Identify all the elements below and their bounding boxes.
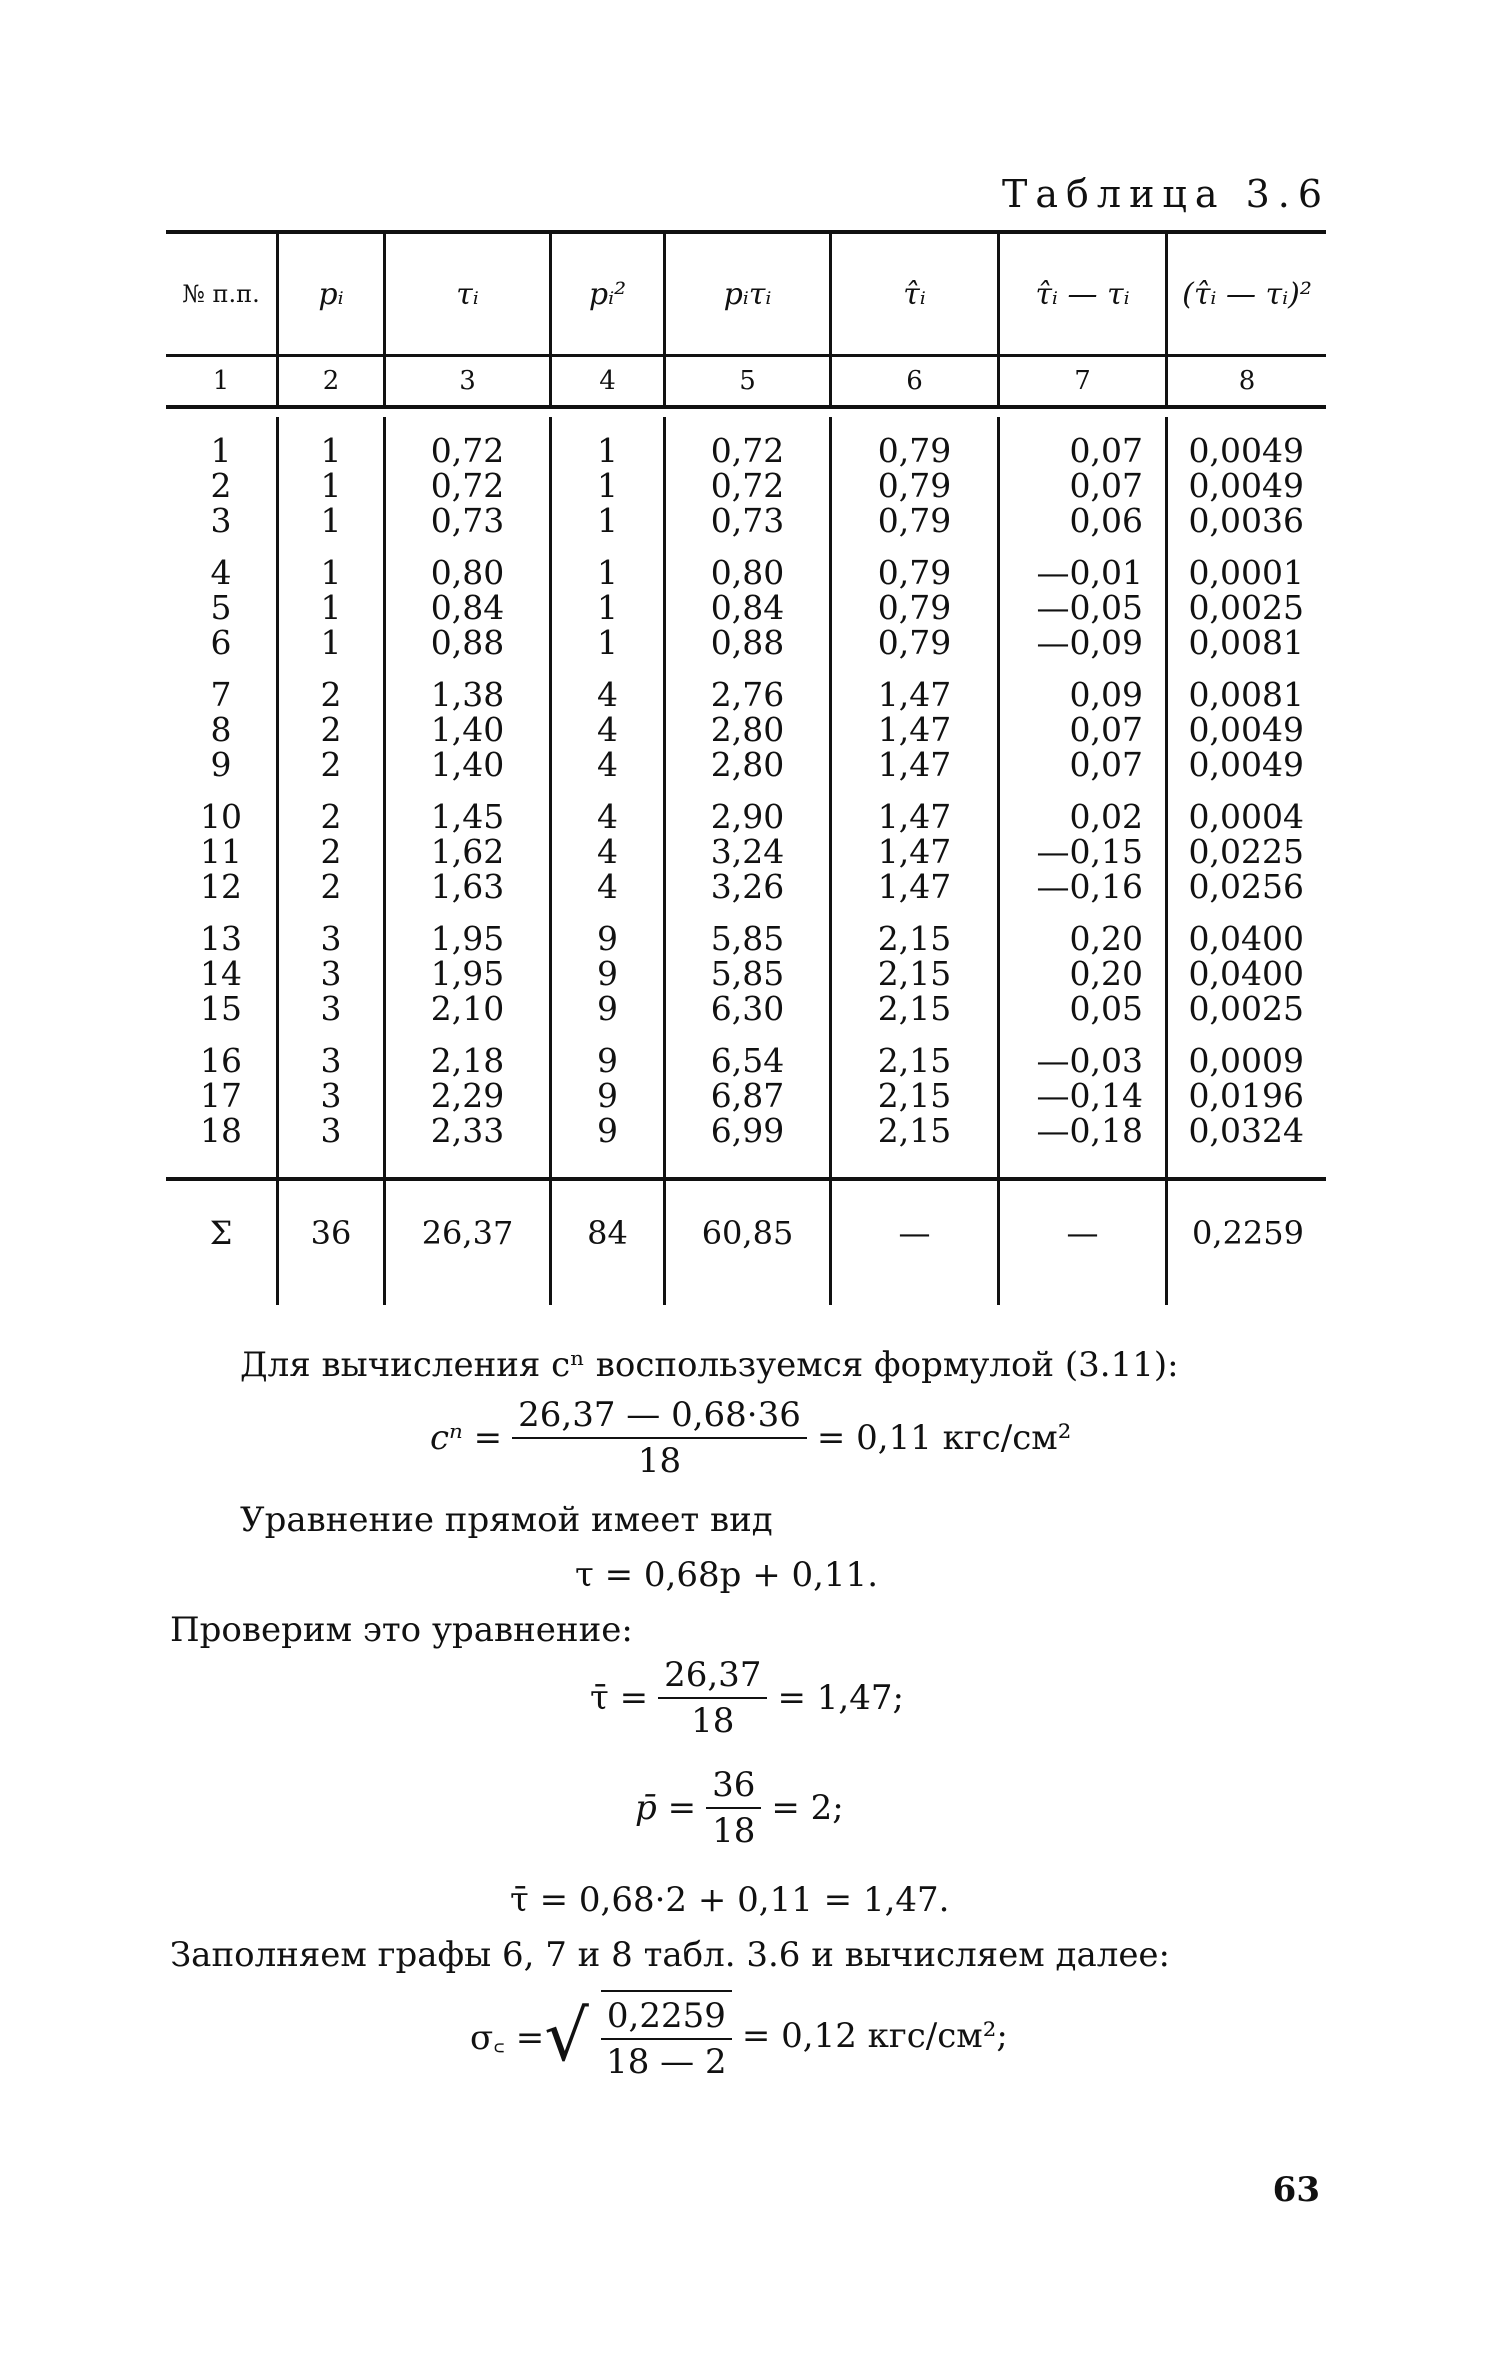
table-cell: 0,0004: [1188, 797, 1304, 836]
table-cell: 2,15: [877, 954, 952, 993]
table-cell: 0,0001: [1188, 553, 1304, 592]
table-cell: 3: [320, 1111, 342, 1150]
table-cell: 6,54: [710, 1041, 785, 1080]
col-number: 3: [383, 357, 549, 405]
table-cell: 1,40: [430, 745, 505, 784]
sum-cell: Σ: [209, 1214, 233, 1252]
table-column-5: [663, 417, 829, 1177]
table-cell: 2: [320, 745, 342, 784]
formula-lhs: cⁿ =: [430, 1418, 503, 1458]
table-cell: 0,72: [430, 466, 505, 505]
formula-lhs: p̄ =: [635, 1788, 697, 1828]
table-cell: 0,20: [1069, 919, 1143, 958]
table-cell: 3: [320, 989, 342, 1028]
table-cell: 0,0081: [1188, 675, 1304, 714]
table-cell: 0,07: [1069, 745, 1143, 784]
table-column-4: [549, 417, 663, 1177]
table-cell: 1,47: [877, 797, 952, 836]
table-cell: 4: [597, 710, 618, 749]
table-cell: 1,47: [877, 710, 952, 749]
col-number: 6: [829, 357, 997, 405]
table-cell: 0,88: [430, 623, 505, 662]
table-cell: 1: [597, 623, 618, 662]
table-cell: 5,85: [710, 954, 785, 993]
numerator: 0,2259: [601, 1996, 732, 2040]
formula-sigma: [470, 1990, 1008, 2082]
table-cell: 0,0324: [1188, 1111, 1304, 1150]
col-number: 5: [663, 357, 829, 405]
table-cell: 14: [200, 954, 242, 993]
table-cell: 1: [320, 553, 342, 592]
table-cell: 4: [210, 553, 232, 592]
header-cell: pᵢ: [276, 234, 383, 354]
header-cell: τ̂ᵢ — τᵢ: [997, 234, 1165, 354]
column-values: [878, 433, 951, 1148]
column-values: [1168, 433, 1326, 1148]
table-cell: 0,0049: [1188, 466, 1304, 505]
table-cell: 0,0025: [1188, 588, 1304, 627]
table-cell: 0,07: [1069, 466, 1143, 505]
table-cell: 0,79: [877, 623, 952, 662]
table-cell: 1: [597, 501, 618, 540]
table-cell: 1,47: [877, 867, 952, 906]
rule: [829, 1285, 997, 1305]
formula-tau-mean: [590, 1655, 904, 1741]
table-cell: 3: [210, 501, 232, 540]
table-cell: 3,26: [710, 867, 785, 906]
table-cell: 0,0009: [1188, 1041, 1304, 1080]
table-cell: 0,0196: [1188, 1076, 1304, 1115]
sum-cell: 36: [276, 1181, 383, 1285]
table-cell: 0,79: [877, 588, 952, 627]
denominator: 18: [712, 1811, 756, 1851]
col-number: 4: [549, 357, 663, 405]
table-cell: 1,47: [877, 745, 952, 784]
table-cell: 1,47: [877, 832, 952, 871]
table-cell: 6,87: [710, 1076, 785, 1115]
numerator: 26,37 — 0,68·36: [512, 1395, 807, 1439]
table-cell: 3: [320, 1041, 342, 1080]
table-cell: 10: [200, 797, 242, 836]
table-cell: 2,80: [710, 710, 785, 749]
table-cell: 1,63: [430, 867, 505, 906]
sum-cell: 84: [549, 1181, 663, 1285]
rule: [997, 1285, 1165, 1305]
paragraph-1: Для вычисления cⁿ воспользуемся формулой (3.11):: [240, 1345, 1179, 1385]
formula-rhs: = 1,47;: [777, 1678, 904, 1718]
formula-rhs: = 2;: [771, 1788, 844, 1828]
table-cell: 18: [200, 1111, 242, 1150]
table-cell: 0,72: [710, 466, 785, 505]
table-cell: 1: [597, 588, 618, 627]
col-number: 1: [212, 366, 230, 396]
paragraph-4: Заполняем графы 6, 7 и 8 табл. 3.6 и вычисляем далее:: [170, 1935, 1171, 1975]
table-cell: —0,18: [1036, 1111, 1143, 1150]
col-number: 7: [997, 357, 1165, 405]
table-cell: 1: [597, 553, 618, 592]
table-cell: 2: [320, 675, 342, 714]
header-cell: pᵢτᵢ: [663, 234, 829, 354]
table-cell: 2,33: [430, 1111, 505, 1150]
formula-line: τ̄ = 0,68·2 + 0,11 = 1,47.: [510, 1880, 950, 1920]
column-values: [431, 433, 504, 1148]
table-cell: 0,79: [877, 431, 952, 470]
rule: [549, 1285, 663, 1305]
table-cell: 2,15: [877, 919, 952, 958]
sum-cell: 60,85: [663, 1181, 829, 1285]
table-cell: 0,79: [877, 553, 952, 592]
table-caption: Таблица 3.6: [1002, 172, 1330, 216]
column-values: [1000, 433, 1165, 1148]
table-cell: 1: [320, 466, 342, 505]
table-cell: 0,73: [430, 501, 505, 540]
rule: [663, 1285, 829, 1305]
table-column-6: [829, 417, 997, 1177]
table-cell: 4: [597, 745, 618, 784]
fraction: [512, 1395, 807, 1481]
table-cell: 1,40: [430, 710, 505, 749]
table-cell: 0,88: [710, 623, 785, 662]
table-cell: 0,0025: [1188, 989, 1304, 1028]
table-cell: 0,79: [877, 466, 952, 505]
table-cell: 2,18: [430, 1041, 505, 1080]
table-cell: 0,06: [1069, 501, 1143, 540]
table-column-7: [997, 417, 1165, 1177]
numerator: 36: [706, 1765, 761, 1809]
table-cell: 0,07: [1069, 710, 1143, 749]
table-cell: —0,14: [1036, 1076, 1143, 1115]
table-cell: 4: [597, 832, 618, 871]
page-number: 63: [1272, 2170, 1320, 2210]
table-cell: —0,16: [1036, 867, 1143, 906]
table-cell: 1,47: [877, 675, 952, 714]
table-cell: 0,0225: [1188, 832, 1304, 871]
numerator: 26,37: [658, 1655, 767, 1699]
table-cell: 0,84: [430, 588, 505, 627]
table-cell: 2,29: [430, 1076, 505, 1115]
col-number: 2: [276, 357, 383, 405]
table-cell: 2: [320, 832, 342, 871]
table-cell: 9: [597, 919, 618, 958]
table-cell: 6: [210, 623, 232, 662]
table-cell: 1: [320, 623, 342, 662]
table-cell: 1,62: [430, 832, 505, 871]
col-number: 8: [1165, 357, 1326, 405]
paragraph-2: Уравнение прямой имеет вид: [240, 1500, 773, 1540]
table-cell: 9: [597, 1076, 618, 1115]
table-cell: 4: [597, 797, 618, 836]
table-cell: 2: [320, 797, 342, 836]
table-cell: 1: [320, 431, 342, 470]
table-cell: 9: [597, 1111, 618, 1150]
formula-lhs: τ̄ =: [590, 1678, 649, 1718]
table-cell: 2,76: [710, 675, 785, 714]
table-cell: 2,15: [877, 1076, 952, 1115]
header-cell: τᵢ: [383, 234, 549, 354]
sum-cell: 0,2259: [1165, 1181, 1326, 1285]
table-cell: 17: [200, 1076, 242, 1115]
table-body: [166, 409, 1326, 1181]
rule: [1165, 1285, 1326, 1305]
table-cell: 9: [597, 989, 618, 1028]
table-cell: 0,05: [1069, 989, 1143, 1028]
table-cell: 1: [597, 466, 618, 505]
table-cell: 0,0400: [1188, 919, 1304, 958]
table-cell: 2,15: [877, 1111, 952, 1150]
table-cell: 1: [597, 431, 618, 470]
table-cell: 5,85: [710, 919, 785, 958]
sum-row: [166, 1181, 1326, 1285]
table-cell: 9: [597, 1041, 618, 1080]
table-cell: 1,95: [430, 954, 505, 993]
denominator: 18 — 2: [606, 2042, 727, 2082]
table-cell: 9: [210, 745, 232, 784]
column-values: [711, 433, 784, 1148]
table-cell: 2,15: [877, 989, 952, 1028]
table-cell: 0,79: [877, 501, 952, 540]
table-cell: 0,0049: [1188, 431, 1304, 470]
table-cell: 1: [320, 501, 342, 540]
table-cell: 15: [200, 989, 242, 1028]
table-cell: 0,80: [430, 553, 505, 592]
table-cell: 3,24: [710, 832, 785, 871]
table-cell: 1,95: [430, 919, 505, 958]
rule: [276, 1285, 383, 1305]
table-cell: 0,0081: [1188, 623, 1304, 662]
table-header: [166, 234, 1326, 357]
denominator: 18: [637, 1441, 682, 1481]
table-column-2: [276, 417, 383, 1177]
table-cell: 2,15: [877, 1041, 952, 1080]
table-cell: 3: [320, 954, 342, 993]
table-cell: 6,30: [710, 989, 785, 1028]
denominator: 18: [691, 1701, 735, 1741]
table-column-1: [166, 417, 276, 1177]
table-cell: 0,09: [1069, 675, 1143, 714]
table-cell: 2,10: [430, 989, 505, 1028]
table-cell: 1,45: [430, 797, 505, 836]
paragraph-3: Проверим это уравнение:: [170, 1610, 633, 1650]
fraction: [658, 1655, 767, 1741]
formula-cn: [430, 1395, 1071, 1481]
sum-cell: —: [829, 1181, 997, 1285]
table-cell: 2,90: [710, 797, 785, 836]
formula-p-mean: [635, 1765, 844, 1851]
table-column-3: [383, 417, 549, 1177]
table-cell: 3: [320, 1076, 342, 1115]
table-cell: 0,72: [710, 431, 785, 470]
table-cell: 13: [200, 919, 242, 958]
table-cell: 6,99: [710, 1111, 785, 1150]
table-cell: 4: [597, 867, 618, 906]
table-cell: 0,0036: [1188, 501, 1304, 540]
sum-cell: 26,37: [383, 1181, 549, 1285]
table-cell: —0,05: [1036, 588, 1143, 627]
table-cell: 3: [320, 919, 342, 958]
table-cell: 0,84: [710, 588, 785, 627]
table-cell: 7: [210, 675, 232, 714]
sqrt-icon: √: [544, 1995, 589, 2077]
table-cell: 0,07: [1069, 431, 1143, 470]
table-cell: 0,80: [710, 553, 785, 592]
table-cell: 0,72: [430, 431, 505, 470]
formula-rhs: = 0,11 кгс/см²: [816, 1418, 1072, 1458]
column-values: [321, 433, 342, 1148]
column-numbers: [166, 357, 1326, 409]
formula-rhs: = 0,12 кгс/см²;: [741, 2016, 1008, 2056]
table-cell: 0,0256: [1188, 867, 1304, 906]
table-cell: 0,73: [710, 501, 785, 540]
rule: [166, 1285, 276, 1305]
header-cell: τ̂ᵢ: [829, 234, 997, 354]
table-cell: 2: [210, 466, 232, 505]
table-cell: 0,0049: [1188, 745, 1304, 784]
table-cell: 1: [210, 431, 232, 470]
header-cell: № п.п.: [182, 280, 260, 308]
table-cell: 2,80: [710, 745, 785, 784]
table-cell: 5: [210, 588, 232, 627]
table-cell: 9: [597, 954, 618, 993]
table-cell: 0,20: [1069, 954, 1143, 993]
table-cell: 0,0400: [1188, 954, 1304, 993]
table-cell: —0,15: [1036, 832, 1143, 871]
sum-row-extension: [166, 1285, 1326, 1305]
table-cell: 4: [597, 675, 618, 714]
column-values: [597, 433, 618, 1148]
sum-cell: —: [997, 1181, 1165, 1285]
fraction: [601, 1990, 732, 2082]
table-cell: 12: [200, 867, 242, 906]
header-cell: pᵢ²: [549, 234, 663, 354]
table-cell: —0,09: [1036, 623, 1143, 662]
header-cell: (τ̂ᵢ — τᵢ)²: [1165, 234, 1326, 354]
table-cell: 2: [320, 867, 342, 906]
data-table: [166, 230, 1326, 1305]
formula-line: τ = 0,68p + 0,11.: [575, 1555, 878, 1595]
column-values: [200, 433, 242, 1148]
table-cell: 8: [210, 710, 232, 749]
formula-lhs: σ꜀ =: [470, 2018, 545, 2058]
table-cell: 11: [200, 832, 242, 871]
table-cell: 0,0049: [1188, 710, 1304, 749]
table-cell: 2: [320, 710, 342, 749]
table-cell: 1,38: [430, 675, 505, 714]
table-cell: 16: [200, 1041, 242, 1080]
rule: [383, 1285, 549, 1305]
table-cell: 0,02: [1069, 797, 1143, 836]
table-column-8: [1165, 417, 1326, 1177]
table-cell: 1: [320, 588, 342, 627]
table-cell: —0,03: [1036, 1041, 1143, 1080]
table-cell: —0,01: [1036, 553, 1143, 592]
fraction: [706, 1765, 761, 1851]
